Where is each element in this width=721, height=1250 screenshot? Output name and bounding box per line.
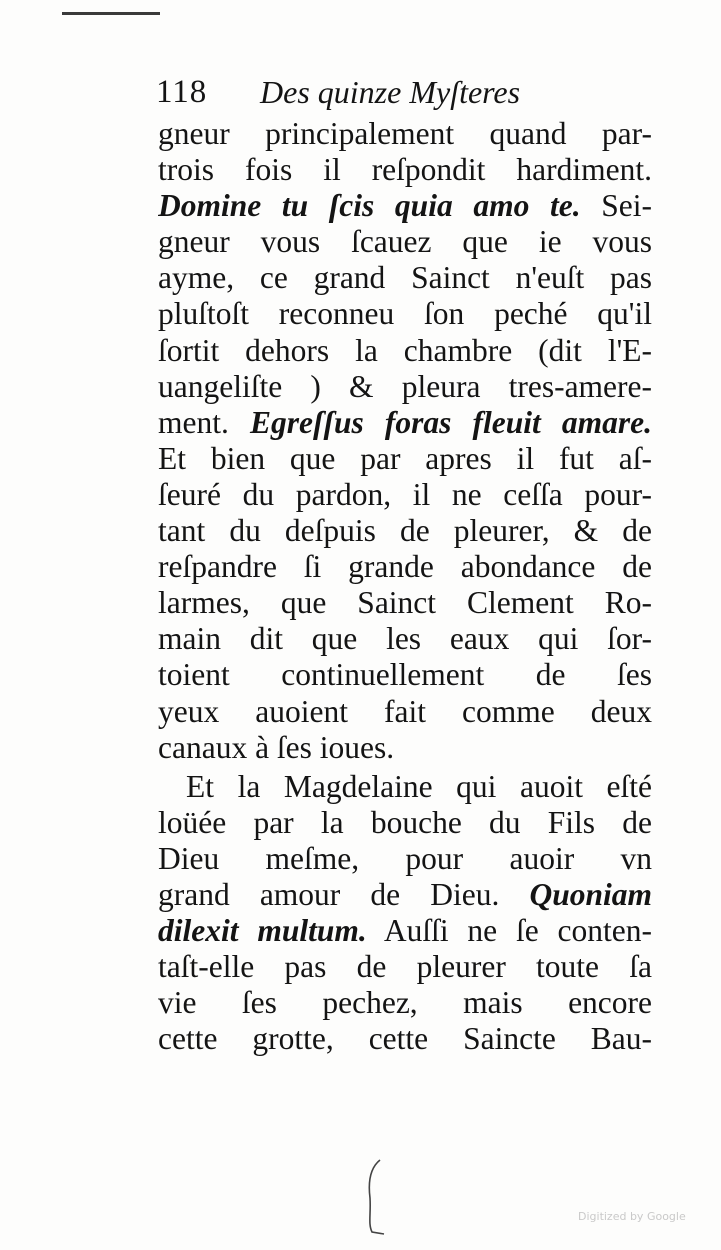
running-title: Des quinze Myſteres <box>260 74 521 110</box>
text-run: vie ſes pechez, mais encore <box>158 985 652 1021</box>
latin-quote: Quoniam <box>529 876 652 912</box>
text-line <box>158 116 652 152</box>
text-line <box>158 369 652 405</box>
text-line <box>158 260 652 296</box>
latin-quote: Egreſſus foras fleuit amare. <box>250 404 652 440</box>
text-line <box>158 333 652 369</box>
text-line <box>158 877 652 913</box>
text-run: Et bien que par apres il fut aſ- <box>158 440 652 476</box>
text-run: Dieu meſme, pour auoir vn <box>158 840 652 876</box>
text-run: toient continuellement de ſes <box>158 657 652 693</box>
text-run: Et la Magdelaine qui auoit eſté <box>186 768 652 804</box>
body-text <box>158 116 652 1057</box>
bracket-mark <box>358 1158 386 1236</box>
text-run: yeux auoient fait comme deux <box>158 693 652 729</box>
text-line <box>158 769 652 805</box>
page-header <box>150 74 650 118</box>
text-line <box>158 296 652 332</box>
text-line <box>158 657 652 693</box>
text-run: pluſtoſt reconneu ſon peché qu'il <box>158 296 652 332</box>
top-rule <box>62 12 160 15</box>
text-run: Sei- <box>580 188 652 224</box>
text-run: canaux à ſes ioues. <box>158 729 395 765</box>
text-run: loüée par la bouche du Fils de <box>158 804 652 840</box>
text-line <box>158 1021 652 1057</box>
text-run: gneur principalement quand par- <box>158 116 652 151</box>
text-run: Auſſi ne ſe conten- <box>366 913 652 949</box>
text-line <box>158 477 652 513</box>
latin-quote: dilexit multum. <box>158 913 367 949</box>
text-line <box>158 152 652 188</box>
text-line <box>158 585 652 621</box>
text-run: ment. <box>158 404 250 440</box>
text-line <box>158 513 652 549</box>
page-number: 118 <box>156 74 208 110</box>
text-run: gneur vous ſcauez que ie vous <box>158 224 652 260</box>
text-run: trois fois il reſpondit hardiment. <box>158 152 652 188</box>
watermark: Digitized by Google <box>578 1210 686 1223</box>
text-run: larmes, que Sainct Clement Ro- <box>158 585 652 621</box>
text-run: reſpandre ſi grande abondance de <box>158 549 652 585</box>
text-line <box>158 841 652 877</box>
text-line <box>158 188 652 224</box>
text-line <box>158 985 652 1021</box>
text-line <box>158 405 652 441</box>
text-run: tant du deſpuis de pleurer, & de <box>158 513 652 549</box>
text-line <box>158 949 652 985</box>
text-run: ayme, ce grand Sainct n'euſt pas <box>158 260 652 296</box>
text-line <box>158 694 652 730</box>
text-line <box>158 621 652 657</box>
text-line <box>158 441 652 477</box>
text-line <box>158 913 652 949</box>
text-run: taſt-elle pas de pleurer toute ſa <box>158 949 652 985</box>
text-run: grand amour de Dieu. <box>158 876 530 912</box>
text-line <box>158 730 652 766</box>
text-line <box>158 224 652 260</box>
text-run: main dit que les eaux qui ſor- <box>158 621 652 657</box>
text-line <box>158 549 652 585</box>
text-run: ſortit dehors la chambre (dit l'E- <box>158 332 652 368</box>
text-run: uangeliſte ) & pleura tres-amere- <box>158 368 652 404</box>
text-run: cette grotte, cette Saincte Bau- <box>158 1021 652 1057</box>
text-run: ſeuré du pardon, il ne ceſſa pour- <box>158 476 652 512</box>
text-line <box>158 805 652 841</box>
latin-quote: Domine tu ſcis quia amo te. <box>158 188 581 224</box>
